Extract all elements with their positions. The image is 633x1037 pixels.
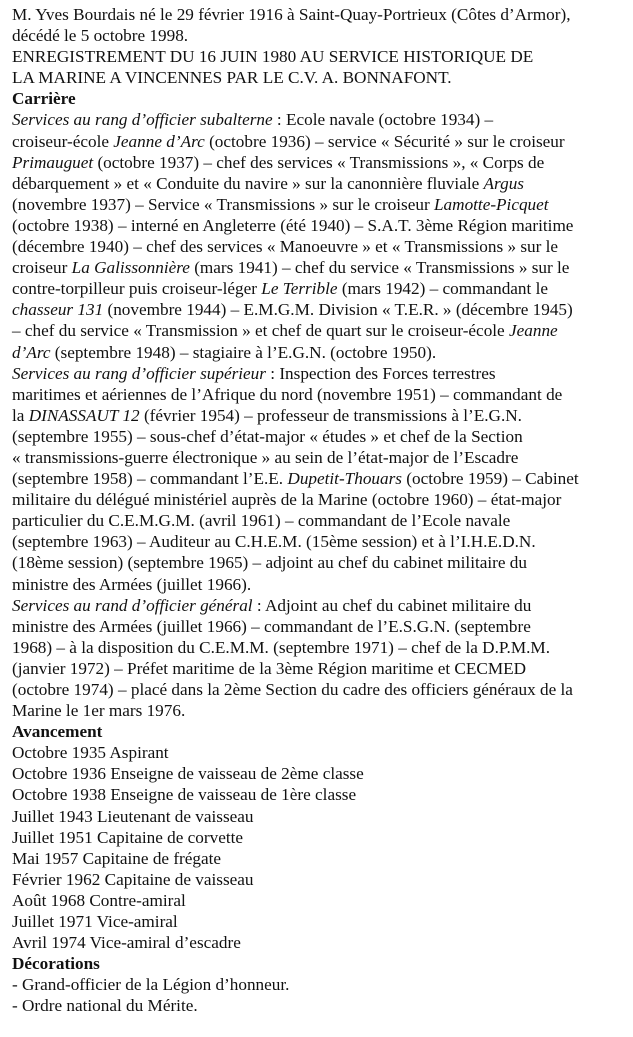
header-block	[12, 4, 625, 88]
decorations-section	[12, 953, 625, 1016]
text-segment: (octobre 1938) – interné en Angleterre (été 1940) – S.A.T. 3ème Région maritime	[12, 215, 574, 235]
carriere-section	[12, 88, 625, 721]
services-subalterne	[12, 109, 625, 362]
text-segment: (novembre 1937) – Service « Transmissions » sur le croiseur	[12, 194, 434, 214]
text-segment: (décembre 1940) – chef des services « Manoeuvre » et « Transmissions » sur le	[12, 237, 559, 257]
service-rank-label: Services au rang d’officier supérieur	[12, 363, 266, 383]
text-segment: : Adjoint au chef du cabinet militaire du	[252, 595, 532, 615]
text-segment: (octobre 1974) – placé dans la 2ème Section du cadre des officiers généraux de la	[12, 680, 573, 699]
text-segment: ministre des Armées (juillet 1966).	[12, 574, 252, 594]
carriere-heading: Carrière	[12, 89, 76, 109]
text-line	[12, 363, 625, 384]
italic-name: La Galissonnière	[71, 258, 190, 278]
text-line	[12, 384, 625, 405]
avancement-section	[12, 721, 625, 953]
italic-name: d’Arc	[12, 342, 51, 362]
avancement-item: Mai 1957 Capitaine de frégate	[12, 848, 222, 868]
text-line	[12, 152, 625, 173]
text-segment: (septembre 1963) – Auditeur au C.H.E.M. (15ème session) et à l’I.H.E.D.N.	[12, 532, 536, 552]
avancement-list	[12, 742, 625, 953]
text-line	[12, 278, 625, 299]
text-segment: (octobre 1959) – Cabinet	[402, 469, 579, 489]
avancement-item: Février 1962 Capitaine de vaisseau	[12, 869, 254, 889]
text-segment: (septembre 1948) – stagiaire à l’E.G.N. (octobre 1950).	[50, 342, 437, 362]
recording-line-1: ENREGISTREMENT DU 16 JUIN 1980 AU SERVICE HISTORIQUE DE	[12, 47, 534, 67]
text-segment: croiseur-école	[12, 131, 114, 151]
text-line	[12, 320, 625, 341]
service-rank-label: Services au rang d’officier subalterne	[12, 110, 273, 130]
text-line	[12, 426, 625, 447]
text-segment: (octobre 1937) – chef des services « Transmissions », « Corps de	[93, 152, 545, 172]
text-segment: militaire du délégué ministériel auprès de la Marine (octobre 1960) – état-major	[12, 490, 562, 510]
italic-name: Primauguet	[12, 152, 94, 172]
avancement-item: Avril 1974 Vice-amiral d’escadre	[12, 933, 241, 953]
text-line	[12, 236, 625, 257]
text-line	[12, 109, 625, 130]
text-segment: (novembre 1944) – E.M.G.M. Division « T.E.R. » (décembre 1945)	[103, 300, 573, 320]
text-line	[12, 552, 625, 573]
text-segment: ministre des Armées (juillet 1966) – commandant de l’E.S.G.N. (septembre	[12, 616, 531, 636]
avancement-item: Octobre 1935 Aspirant	[12, 743, 169, 763]
text-segment: maritimes et aériennes de l’Afrique du nord (novembre 1951) – commandant de	[12, 384, 563, 404]
text-line	[12, 700, 625, 721]
text-line	[12, 257, 625, 278]
text-line	[12, 299, 625, 320]
avancement-item: Octobre 1936 Enseigne de vaisseau de 2ème classe	[12, 764, 364, 784]
birth-line: M. Yves Bourdais né le 29 février 1916 à Saint-Quay-Portrieux (Côtes d’Armor),	[12, 5, 571, 24]
italic-name: chasseur 131	[12, 300, 104, 320]
text-segment: « transmissions-guerre électronique » au sein de l’état-major de l’Escadre	[12, 447, 519, 467]
decoration-item: - Grand-officier de la Légion d’honneur.	[12, 975, 290, 995]
text-segment: (18ème session) (septembre 1965) – adjoint au chef du cabinet militaire du	[12, 553, 527, 573]
text-line	[12, 679, 625, 700]
text-line	[12, 194, 625, 215]
text-line	[12, 510, 625, 531]
text-line	[12, 342, 625, 363]
italic-name: Le Terrible	[261, 279, 338, 299]
text-line	[12, 637, 625, 658]
text-line	[12, 173, 625, 194]
text-line	[12, 215, 625, 236]
italic-name: Jeanne d’Arc	[113, 131, 205, 151]
text-segment: (septembre 1958) – commandant l’E.E.	[12, 469, 288, 489]
text-segment: (septembre 1955) – sous-chef d’état-major « études » et chef de la Section	[12, 426, 523, 446]
text-segment: Marine le 1er mars 1976.	[12, 701, 186, 721]
text-line	[12, 468, 625, 489]
services-general	[12, 595, 625, 722]
avancement-item: Août 1968 Contre-amiral	[12, 890, 186, 910]
text-segment: la	[12, 405, 29, 425]
text-segment: (octobre 1936) – service « Sécurité » sur le croiseur	[204, 131, 565, 151]
italic-name: Lamotte-Picquet	[434, 194, 549, 214]
text-segment: : Inspection des Forces terrestres	[265, 363, 496, 383]
text-segment: croiseur	[12, 258, 72, 278]
text-line	[12, 489, 625, 510]
text-line	[12, 658, 625, 679]
recording-line-2: LA MARINE A VINCENNES PAR LE C.V. A. BONNAFONT.	[12, 68, 452, 88]
text-line	[12, 405, 625, 426]
service-rank-label: Services au rand d’officier général	[12, 595, 253, 615]
text-line	[12, 531, 625, 552]
italic-name: DINASSAUT 12	[28, 405, 140, 425]
text-line	[12, 574, 625, 595]
text-segment: 1968) – à la disposition du C.E.M.M. (septembre 1971) – chef de la D.P.M.M.	[12, 637, 550, 657]
text-segment: particulier du C.E.M.G.M. (avril 1961) – commandant de l’Ecole navale	[12, 511, 511, 531]
avancement-item: Juillet 1943 Lieutenant de vaisseau	[12, 806, 254, 826]
italic-name: Dupetit-Thouars	[287, 469, 402, 489]
avancement-item: Juillet 1971 Vice-amiral	[12, 912, 178, 932]
text-line	[12, 447, 625, 468]
death-line: décédé le 5 octobre 1998.	[12, 26, 189, 46]
avancement-item: Octobre 1938 Enseigne de vaisseau de 1ère classe	[12, 785, 357, 805]
italic-name: Argus	[483, 173, 524, 193]
text-segment: : Ecole navale (octobre 1934) –	[272, 110, 494, 130]
italic-name: Jeanne	[509, 321, 558, 341]
text-segment: (mars 1941) – chef du service « Transmissions » sur le	[189, 258, 570, 278]
text-segment: – chef du service « Transmission » et chef de quart sur le croiseur-école	[12, 321, 509, 341]
avancement-item: Juillet 1951 Capitaine de corvette	[12, 827, 244, 847]
decorations-heading: Décorations	[12, 954, 100, 974]
decoration-item: - Ordre national du Mérite.	[12, 996, 198, 1016]
avancement-heading: Avancement	[12, 722, 103, 742]
text-segment: contre-torpilleur puis croiseur-léger	[12, 279, 262, 299]
services-superieur	[12, 363, 625, 595]
text-segment: (février 1954) – professeur de transmissions à l’E.G.N.	[139, 405, 522, 425]
text-line	[12, 595, 625, 616]
text-line	[12, 616, 625, 637]
text-segment: débarquement » et « Conduite du navire » sur la canonnière fluviale	[12, 173, 484, 193]
text-segment: (janvier 1972) – Préfet maritime de la 3ème Région maritime et CECMED	[12, 658, 527, 678]
text-line	[12, 131, 625, 152]
decorations-list	[12, 974, 625, 1016]
text-segment: (mars 1942) – commandant le	[337, 279, 549, 299]
